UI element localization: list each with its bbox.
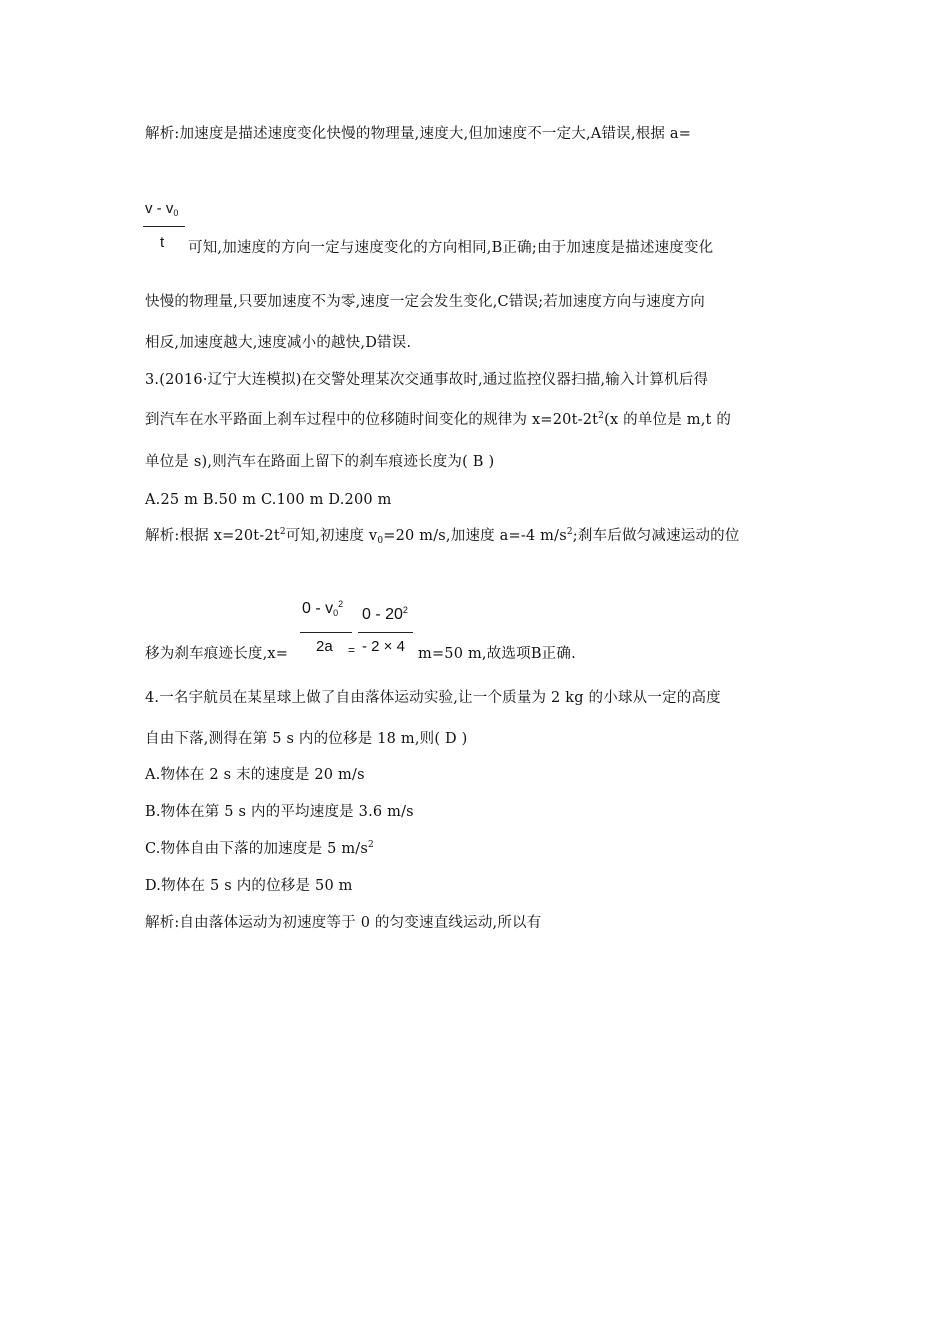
answer-option-b: B.物体在第 5 s 内的平均速度是 3.6 m/s [145, 804, 414, 820]
answer-options: A.25 m B.50 m C.100 m D.200 m [145, 492, 392, 508]
fraction-bar [358, 632, 413, 633]
answer-option-d: D.物体在 5 s 内的位移是 50 m [145, 878, 353, 894]
answer-option-c: C.物体自由下落的加速度是 5 $m/s^2$ [145, 840, 374, 857]
question-text-line: 单位是 s),则汽车在路面上留下的刹车痕迹长度为( B ) [145, 454, 495, 470]
question-text-line: 3.(2016·辽宁大连模拟)在交警处理某次交通事故时,通过监控仪器扫描,输入计算机后得 [145, 372, 709, 388]
solution-text-line: 解析:自由落体运动为初速度等于 0 的匀变速直线运动,所以有 [145, 915, 542, 931]
fraction-numerator: $0 - v_0^2$ [302, 599, 344, 618]
solution-text-line: 解析:加速度是描述速度变化快慢的物理量,速度大,但加速度不一定大,A错误,根据 a= [145, 126, 692, 142]
solution-text-line: 解析:根据 $x=20t-2t^2$可知,初速度 $v_0=20$ m/s,加速度 a=-4 $m/s^2$;刹车后做匀减速运动的位 [145, 527, 740, 546]
answer-option-a: A.物体在 2 s 末的速度是 20 m/s [145, 767, 365, 783]
question-text-line: 自由下落,测得在第 5 s 内的位移是 18 m,则( D ) [145, 731, 468, 747]
solution-text-line: 可知,加速度的方向一定与速度变化的方向相同,B正确;由于加速度是描述速度变化 [188, 240, 714, 256]
fraction-numerator: $0 - 20^2$ [362, 605, 408, 623]
fraction-denominator: t [160, 234, 165, 251]
fraction-bar [300, 632, 352, 633]
solution-text-line: 快慢的物理量,只要加速度不为零,速度一定会发生变化,C错误;若加速度方向与速度方向 [145, 294, 706, 310]
fraction-bar [143, 226, 185, 227]
equals-sign: = [348, 643, 356, 657]
solution-text-line: m=50 m,故选项B正确. [418, 646, 576, 662]
question-text-line: 到汽车在水平路面上刹车过程中的位移随时间变化的规律为 $x=20t-2t^2(x$ 的单位是 m,t 的 [145, 411, 732, 428]
fraction-denominator: - 2 × 4 [362, 638, 405, 655]
solution-text-line: 移为刹车痕迹长度,x= [145, 646, 289, 662]
fraction-denominator: 2a [316, 638, 333, 655]
fraction-numerator: v - $v_0$ [145, 200, 179, 218]
question-text-line: 4.一名宇航员在某星球上做了自由落体运动实验,让一个质量为 2 kg 的小球从一定的高度 [145, 690, 721, 706]
solution-text-line: 相反,加速度越大,速度减小的越快,D错误. [145, 335, 412, 351]
